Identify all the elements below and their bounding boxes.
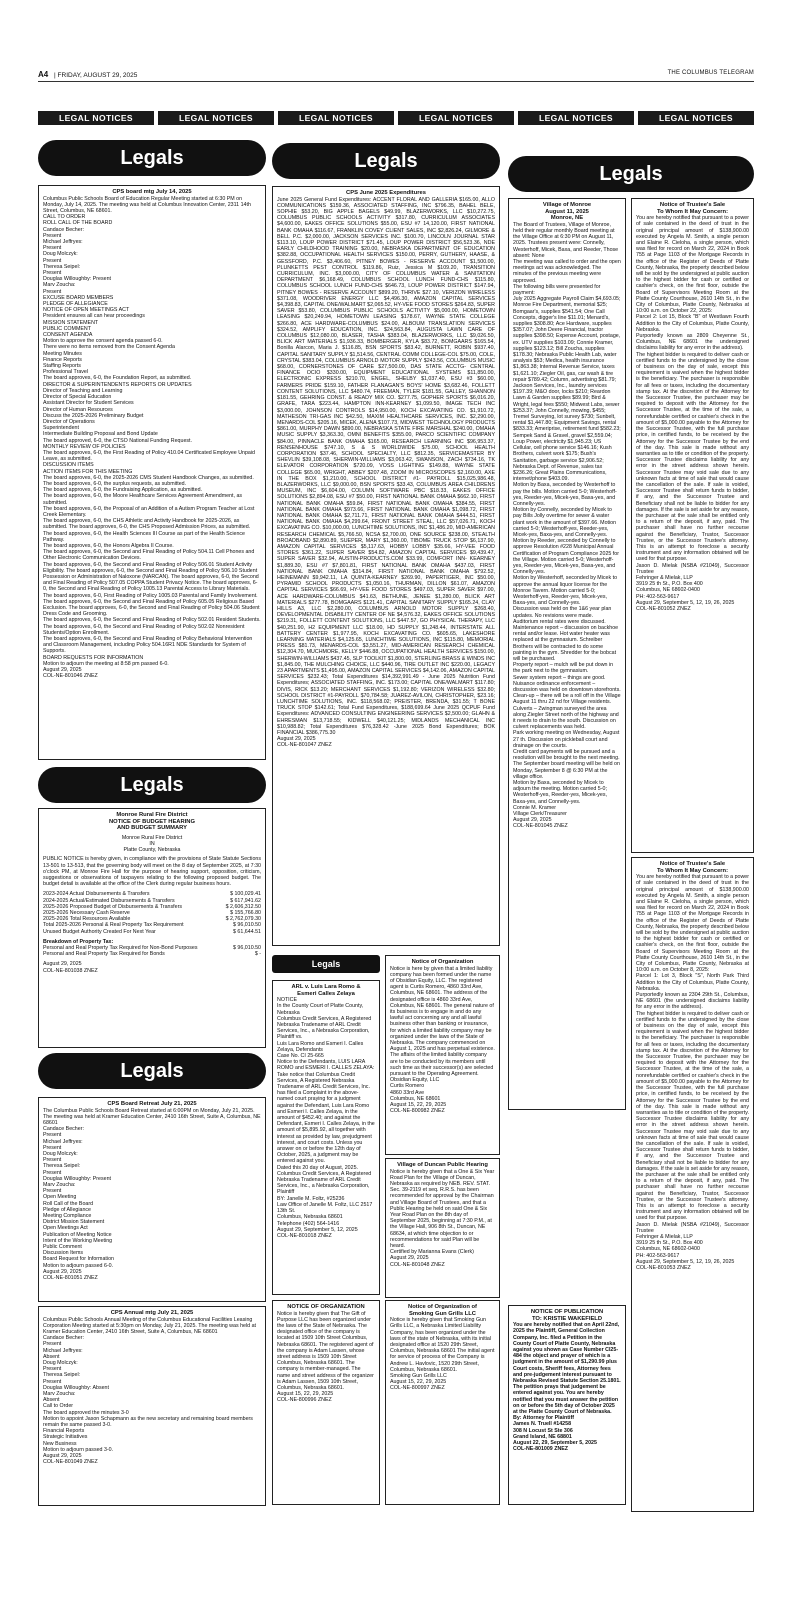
notice-line: Doug Molczyk: [43,251,78,258]
notice-line: The board approves, 6-0, the Second and Final Reading of Policy 504.11 Cell Phones and Other Electronic Communication Devices. [43,549,256,562]
notice-line: Discuss the 2025-2026 Preliminary Budget [43,412,144,419]
notice-line: Assistant Director for Student Services [43,400,134,407]
tab-legal-notices-5[interactable]: LEGAL NOTICES [518,111,634,125]
notice-line: Theresa Seipel: [43,263,81,270]
notice-line: Marv Zoucha: [43,282,76,289]
notice-line: Present [43,245,62,252]
notice-line: August 29, 2025 [43,667,82,674]
issue-date: FRIDAY, AUGUST 29, 2025 [57,72,138,79]
notice-footer: August 29, 2025 COL-NE-801038 ZNEZ [43,961,98,974]
notice-body: PUBLIC NOTICE is hereby given, in compliance with the provisions of State Statute Sections 13-501 to 13-513, that the governing body will meet on the 8 day of September 2025, at 7:30 o'clock PM, at Monroe Fire Hall for the purpose of hearing support, opposition, criticism, suggestions or observations of taxpayers relating to the following proposed budget. The budget detail is available at the office of the Clerk during regular business hours. [43,856,263,888]
notice-subtitle: Monroe Rural Fire District IN Platte County, Nebraska [121,834,183,854]
notice-publication-wakefield [508,1305,626,1505]
notice-line: MISSION STATEMENT [43,319,99,326]
page-header [38,68,754,82]
notice-line: The board approves, 6-0, the Fundraising Application, as submitted. [43,487,202,494]
notice-line: The board approves, 6-0, the CHS Athletic and Activity Handbook for 2025-2026, as submitted. The board approves, 6-0, the CHS Proposed Admission Prices, as submitted. [43,518,251,531]
notice-line: NOTICE OF OPEN MEETINGS ACT [43,307,130,314]
notice-line: The board approves, 6-0, the Proposal of an Addition of a Autism Program Teacher at Lost Creek Elementary. [43,505,256,518]
notice-title: CPS June 2025 Expenditures [346,190,426,196]
notice-line: Michael Jeffryes: [43,239,83,246]
budget-row [43,951,261,957]
notice-body: The Columbus Public Schools Board Retreat started at 6:00PM on Monday, July 21, 2025. The meeting was held at Kramer Education Center, 2410 16th Street, Suite A, Columbus, NE 68601 Candace Becher: Present Michael Jeffryes: Present Doug Molczyk: Present Theresa Seipel: Present Douglas Willoughby: Present Marv Zoucha: Present Open Meeting Roll Call of the Board Pledge of Allegiance Meeting Compliance District Mission Statement Open Meetings Act Publication of Meeting Notice Intent of the Working Meeting Public Comment Discussion Items Board Request for Information Motion to adjourn passed 6-0. August 29, 2025 COL-NE-801051 ZNEZ [43,1107,261,1282]
paper-name: THE COLUMBUS TELEGRAM [667,70,754,76]
notice-body: Columbus Public Schools Annual Meeting of the Columbus Educational Facilities Leasing Corporation Meeting started at 5:30pm on Monday, July 21, 2025. The meeting was held at Kramer Education Center, 2410 16th Street, Suite A, Columbus, NE 68601 Candace Becher: Present Michael Jeffryes: Absent Doug Molczyk: Present Theresa Seipel: Present Douglas Willoughby: Absent Marv Zoucha: Absent Call to Order The board approved the minutes 3-0 Motion to appoint Jason Schapmann as the new secretary and remaining board members remain the same passed 3-0. Financial Reports Strategic Initiatives New Business Motion to adjourn passed 3-0. August 29, 2025 COL-NE-801049 ZNEZ [43,1316,256,1466]
notice-line: Present [43,270,62,277]
budget-label: 2025-2026 Total Resources Available [43,916,131,923]
notice-title: Notice of Organization [411,959,474,965]
notice-title: Village of Duncan Public Hearing [397,1162,488,1168]
notice-line: Present [43,257,62,264]
notice-line: Director of Operations [43,418,95,425]
budget-value: $ 96,010.50 [233,922,261,929]
notice-line: The board approves, 6-0, the Honors Algebra II Course. [43,542,174,549]
budget-label: Total 2025-2026 Personal & Real Property Tax Requirement [43,922,184,929]
budget-label: Personal and Real Property Tax Required for Non-Bond Purposes [43,945,198,952]
notice-village-of-monroe [508,198,626,1110]
notice-cps-retreat [38,1097,266,1302]
legals-banner-col1-low: Legals [38,1053,266,1089]
notice-title: Monroe Rural Fire District NOTICE OF BUDGET HEARING AND BUDGET SUMMARY [109,812,195,832]
budget-value: $ 2,762,079.30 [225,916,261,923]
notice-line: The board approves, 6-0, the First Reading of Policy 410.04 Certificated Employee Unpaid Leave, as submitted. [43,449,257,463]
notice-line: The board approves, 6-0, the Moore Healthcare Services Agreement Amendment, as submitted. [43,493,244,506]
notice-organization-smoking-gun [385,1300,500,1505]
notice-line: Director of Teaching and Learning [43,387,123,394]
notice-line: ROLL CALL OF THE BOARD [43,220,113,227]
notice-body: June 2025 General Fund Expenditures: ACCENT FLORAL AND GALLERIA $165.00, ALLO COMMUNICATIONS $159.36, ASSOCIATED STAFFING, INC $796.35, BAHEL BELE, SOPHIE $53.20, BIG APPLE BAGELS $49.99, BLAZERWORKS, LLC $10,272.75, COLUMBUS PUBLIC SCHOOLS ACTIVITY $317.80, CURRICULUM ASSOCIATES $4,600.00, EAKES OFFICE SOLUTIONS $55.00, ESU #7 14,120.00, FIRST NATIONAL BANK OMAHA $116.67, FRANKLIN COVEY CLIENT SALES, INC $2,826.24, GILMORE & BELL P.C. $2,000.00, JACKSON SERVICES INC. $100.70, LINCOLN JOURNAL STAR $113.10, LOUP POWER DISTRICT $71.45, LOUP POWER DISTRICT $56,523.36, NDE EARLY CHILDHOOD TRAINING $20.00, NEBRASKA DEPARTMENT OF EDUCATION $382.88, OCCUPATIONAL HEALTH SERVICES $150.00, PERRY, GUTHERY, HAASE, & GESSFORD, P.C. $3,406.60, PITNEY BOWES - RESERVE ACCOUNT $1,500.00, PLUNKETTS PEST CONTROL $119.86, Ruiz, Jessica M $109.20, TRANSITION CURRICULUM, INC. $3,000.00, CITY OF COLUMBUS WATER & SANITATION DEPARTMENT $6,168.49, COLUMBUS SCHOOL LUNCH FUND-CHS $115.80, COLUMBUS SCHOOL LUNCH FUND-CHS $646.73, LOUP POWER DISTRICT $147.94, PITNEY BOWES - RESERVE ACCOUNT $899.20, THRIVE $27.10, VERIZON WIRELESS $371.08, WOODRIVER ENERGY LLC $4,496.30, AMAZON CAPITAL SERVICES $4,398.83, CAPITAL ONE/WALMART $2,065.52, HY-VEE FOOD STORES $264.83, SUPER SAVER $53.80, COLUMBUS PUBLIC SCHOOLS ACTIVITY $5,000.00, HOMETOWN LEASING $20,249.94, HOMETOWN LEASING $178.67, WAYNE STATE COLLEGE $266.80, ACE HARDWARE-COLUMBUS $24.00, ALBOUM TRANSLATION SERVICES $324.52, AMPLIFY EDUCATION, INC. $24,563.84, AUGUSTA LAWN CARE OF COLUMBUS $12,080.00, BLASER, TASHA $383.04, BLAZERWORKS, LLC $9,026.50, BLICK ART MATERIALS $1,936.33, BOMBERGER, KYLA $83.72, BOMGAARS $165.54, Bonilla Alarcon, Maria J. $116.85, BSN SPORTS $83.42, BURNETT, ROBIN $937.40, CAPITAL SANITARY SUPPLY $1,514.56, CENTRAL COMM COLLEGE-COL $75.00, COLE, CRYSTAL $383.04, COLUMBUS ARNOLD MOTOR SUPPLY $243.56, COLUMBUS MUSIC $68.00, CORNERSTONES OF CARE $27,500.00, DAS STATE ACCTG- CENTRAL FINANCE OCIO $330.00, EQUIPMENT EDUCATIONAL SYSTEMS $11,850.00, ELECTRONIC EXPRESS $210.70, ENGEL, SHELBY $1,037.40, ESU #3 $60.00, FARMERS PRIDE $159.10, FATHER FLANAGAN'S BOYS' HOME $3,682.46, FOLLETT CONTENT SOLUTIONS, LLC $480.74, FREEMAN, TYLER $181.55, GALLEY, SHANNON $181.55, GEHRING CONST. & READY MIX CO. $277.75, GOPHER SPORTS $6,016.20, GRAFE, TARA $223.44, HAMPTON INN-KEARNEY $1,099.50, IMAGE TECH INC $3,000.00, JOHNSON CONTROLS $14,950.00, KOCH EXCAVATING CO. $1,910.72, MATHESON TRI-GAS INC $42.50, MAXIM HEALTHCARE SERVICES, INC. $2,290.00, MENARDS-COL $205.16, MICEK, ALENA $107.73, MIDWEST TECHNOLOGY PRODUCTS $861.00, MURPHY DAWN $890.00, NEBRASKA STATE FIRE MARSHAL $240.00, OMAHA MUSIC SUPPLY $3,363.30, OMNI BENEFITS $355.00, PARCO SCIENTIFIC COMPANY $84.00, PINNACLE BANK OMAHA $165.00, RESEARCH LEARNING INC $96,953.37, RENSENHOUSE $747.10, S & S WORLDWIDE $75.00, SCHOOL HEALTH CORPORATION $37.46, SCHOOL SPECIALTY, LLC $812.35, SERVICEMASTER BY SHEVLIN $39,108.08, SHERWIN-WILLIAMS $3,063.42, SWANSON, ZACH $734.16, TK ELEVATOR CORPORATION $720.09, VOSS LIGHTING $149.88, WAYNE STATE COLLEGE $65.00, WRIGHT, ABBEY $207.48, ZOOM IN MICROSCOPES $2,160.00, AXE IN THE BOX $1,210.00, SCHOOL DISTRICT #1- PAYROLL $15,025,986.48, BLAZERWORKS, LLC $9,000.00, BSN SPORTS $33.43, COLUMBUS AREA CHILDRENS MUSEUM, INC $6,604.00, COLUMN SOFTWARE PBC $18.33, EAKES OFFICE SOLUTIONS $2,894.08, ESU #7 $50.00, FIRST NATIONAL BANK OMAHA $662.10, FIRST NATIONAL BANK OMAHA $59.84, FIRST NATIONAL BANK OMAHA $384.55, FIRST NATIONAL BANK OMAHA $973.66, FIRST NATIONAL BANK OMAHA $1,098.72, FIRST NATIONAL BANK OMAHA $2,711.71, FIRST NATIONAL BANK OMAHA $444.51, FIRST NATIONAL BANK OMAHA $4,299.64, FRONT STREET STEAL, LLC $57,026.71, KOCH EXCAVATING CO. $10,000.00, LUNCHTIME SOLUTIONS, INC $1,486.20, MID-AMERICAN RESEARCH CHEMICAL $5,766.50, NCSA $2,700.00, ONE SOURCE $238.00, STEALTH BROADBAND $2,890.89, SUEPER, MARY $1,360.00, TIBOME TRUCK STOP $6,137.90, AMAZON CAPITAL SERVICES $5,117.63, HOBBY LOBBY $35.66, HY-VEE FOOD STORES $361.22, SUPER SAVER $54.82, AMAZON CAPITAL SERVICES $9,439.47, SUPER SAVER $32.94, AUSTIN-PRODUCTS.COM $33.99, COMFORT INN- KEARNEY $1,889.30, ESU #7 $7,801.81, FIRST NATIONAL BANK OMAHA $437.03, FIRST NATIONAL BANK OMAHA $314.84, FIRST NATIONAL BANK OMAHA $792.52, HEINEMANN $9,942.11, LA QUINTA-KEARNEY $269.90, PAPERTIGER, INC $50.00, PYRAMID SCHOOL PRODUCTS $1,050.16, THURMAN, DILLON $61.07, AMAZON CAPITAL SERVICES $66.69, HY-VEE FOOD STORES $497.03, SUPER SAVER $97.00, ACE HARDWARE-COLUMBUS $41.63, BETHUNE, JENEE $1,280.00, BLICK ART MATERIALS $277.78, BOMGAARS $121.41, CAPITAL SANITARY SUPPLY $165.24, CLAY HILLS A3, LLC $2,280.00, COLUMBUS ARNOLD MOTOR SUPPLY $268.40, DEVELOPMENTAL DISABILITY CENTER OF NE $4,576.32, EAKES OFFICE SOLUTIONS $219.31, FOLLETT CONTENT SOLUTIONS, LLC $447.57, GO PHYSICAL THERAPY, LLC $40,251.90, H2 EQUIPMENT LLC $18.00, HD SUPPLY $1,248.44, INTERSTATE ALL BATTERY CENTER $1,977.95, KOCH EXCAVATING CO. $605.65, LAKESHORE LEARNING MATERIALS $4,125.65, LUNCHTIME SOLUTIONS, INC $115.80, MEMORIAL PRESS $81.73, MENARDS-COL $3,551.27, MID-AMERICAN RESEARCH CHEMICAL $12,304.70, MUCHMORE, KELLY $446.88, OCCUPATIONAL HEALTH SERVICES $150.00, SHERWIN-WILLIAMS $437.45, SLP TOOLKIT $1,800.00, STERLING BRASS & WINDS INC $1,845.00, THE MULCHING CHOICE, LLC $440.96, TIRE OUTLET INC $220.00, LEGACY 23 APARTMENTS $1,495.00, AMAZON CAPITAL SERVICES $4,142.06, AMAZON CAPITAL SERVICES $232.43; Total Expenditures $14,392,991.49 - June 2025 Nutrition Fund Expenditures; ASSOCIATED STAFFING, INC. $173.00; CAPITAL ONE/WALMART $117.80; DIVIS, RICK $13.20; MERCHANT SERVICES $1,192.80; VERIZON WIRELESS $32.80; SCHOOL DISTRICT #1-PAYROLL $70,784.58; JUAREZ-AVILON, CHRISTOPHER, $23.16; LUNCHTIME SOLUTIONS, INC. $118,568.02; PREISTER, BRENDA, $31.55; T BONE TRUCK STOP $142.61; Total Fund Expenditures, $188,699.64 June 2025 QCPUF Fund Expenditures: ADVANCED CONSULTING ENGINEERING SERVICES $2,500.00; GLAHN & EHRESMAN $13,718.55; KIDWELL $40,121.25; MIDLANDS MECHANICAL INC $10,988.82; Total Expenditures $76,328.42 -June 2025 Bond Expenditures; BOK FINANCIAL $386,775.30 August 29, 2025 COL-NE-801047 ZNEZ [277,196,495,749]
legals-banner-col3-top: Legals [508,156,754,192]
budget-value: $ 155,766.80 [230,910,261,917]
notice-line: Motion to approve the consent agenda passed 6-0. [43,338,163,345]
notice-line: The board approves, 6-0, the 2025-2026 CMS Student Handbook Changes, as submitted. [43,474,254,481]
notice-title: CPS Annual mtg July 21, 2025 [110,1310,194,1316]
notice-line: The board approves, 6-0, the Foundation Report, as submitted. [43,375,192,382]
notice-line: The board approved, 6-0, the CTSO National Funding Request. [43,437,192,444]
budget-label: 2025-2026 Proposed Budget of Disbursements & Transfers [43,903,182,910]
section-tabs [38,111,754,125]
notice-body [43,196,261,680]
notice-body: You are hereby notified that on April 22nd, 2025 the Plaintiff, General Collection Company, Inc. filed a Petition in the County Court of Platte County, Nebraska against you shown as Case Number CI25-484 the object and prayer of which is a judgment in the amount of $1,290.99 plus Court costs, Sheriff fees, Attorney fees and pre-judgement interest pursuant to Nebraska Revised Statute Section 25.1801. The petition prays that judgement be entered against you. You are hereby notified that you must answer the petition on or before the 5th day of October 2025 at the Platte County Court of Nebraska. By: Attorney for Plaintiff James N. Truell #14258 308 N Locust St Ste 306 Grand Island, NE 68801 August 22, 29, September 5, 2025 COL-NE-801009 ZNEZ [513,1322,621,1453]
tab-legal-notices-3[interactable]: LEGAL NOTICES [278,111,394,125]
page-number: A4 [38,70,49,79]
notice-title: CPS Board Retreat July 21, 2025 [107,1101,197,1107]
notice-line: DISCUSSION ITEMS [43,462,94,469]
notice-trustee-sale-1 [631,198,754,853]
notice-line: Staffing Reports [43,363,81,370]
notice-line: Meeting Minutes [43,350,82,357]
budget-label: Unused Budget Authority Created For Next Year [43,928,156,935]
notice-body: NOTICE In the County Court of Platte County, Nebraska Columbus Credit Services, A Registered Nebraska Tradename of ARL Credit Services, Inc., a Nebraska Corporation, Plaintiff vs. Luis Lara Romo and Esmeri I. Calles Zelaya, Defendants Case No. CI 25-665 Notice to the Defendants, LUIS LARA ROMO and ESMERI I. CALLES ZELAYA: Take notice that Columbus Credit Services, A Registered Nebraska Tradename of ARL Credit Services, Inc. has filed a Complaint in the above- named court praying for a judgment against the Defendant, Luis Lara Romo and Esmeri I. Calles Zelaya, in the amount of $452.40; and against the Defendant, Esmeri I. Calles Zelaya, in the amount of $5,895.92, all together with interest as provided by law, prejudgment interest, and court costs. Unless you answer on or before the 12th day of October, 2025, a judgment may be entered against you. Dated this 20 day of August, 2025. Columbus Credit Services, A Registered Nebraska Tradename of ARL Credit Services, Inc., a Nebraska Corporation, Plaintiff BY: Janelle M. Foltz, #25236 Law Office of Janelle M. Foltz, LLC 2517 13th St. Columbus, Nebraska 68601 Telephone (402) 564-1416 August 29, September 5, 12, 2025 COL-NE-801018 ZNEZ [277,997,375,1239]
notice-cps-annual [38,1306,266,1506]
notice-cps-june-expenditures [272,186,500,946]
notice-line: Intermediate Building Proposal and Bond Update [43,431,158,438]
notice-line: Present [43,232,62,239]
notice-body: Notice is here by given that a limited liability company has been formed under the name of Obsidian Equity, LLC. The registered agent is Curtis Romero, 4860 33rd Ave, Columbus, NE 68601. The address of the designated office is 4860 33rd Ave, Columbus, NE 68601. The general nature of its business is to engage in and do any lawful act concerning any and all lawful business other than banking or insurance, for which a limited liability company may be organized under the laws of the State of Nebraska. The company commenced on August 1, 2025 and has perpetual existence. The affairs of the limited liability company are to be conducted by its members until such time as their successor(s) are selected pursuant to the Operating Agreement. Obsidian Equity, LLC Curtis Romero 4860 33rd Ave Columbus, NE 68601 August 15, 22, 29, 2025 COL-NE-800982 ZNEZ [390,965,495,1115]
notice-line: PLEDGE OF ALLEGIANCE [43,301,108,308]
notice-line: The board approves, 6-0, the Second and Final Reading of Policy 502.02 Nonresident Students/Option Enrollment. [43,623,246,636]
notice-trustee-sale-2 [631,857,754,1512]
notice-line: There were no items removed from the Consent Agenda [43,344,175,351]
notice-title: NOTICE OF ORGANIZATION [287,1304,365,1310]
notice-line: DIRECTOR & SUPERINTENDENTS REPORTS OR UPDATES [43,381,192,388]
budget-row [43,929,261,935]
notice-line: Motion to adjourn the meeting at 8:58 pm passed 6-0. [43,660,169,667]
notice-line: The board approves, 6-0, the Health Sciences III Course as part of the Health Science Pathway. [43,530,247,543]
notice-title: NOTICE OF PUBLICATION TO: KRISTIE WAKEFIELD [530,1309,604,1322]
notice-line: Present [43,288,62,295]
notice-line: MONTHLY REVIEW OF POLICIES [43,443,126,450]
notice-line: BOARD REQUESTS FOR INFORMATION [43,654,144,661]
budget-label: 2023-2024 Actual Disbursements & Transfers [43,891,150,898]
notice-line: CALL TO ORDER [43,214,86,221]
notice-line: CONSENT AGENDA [43,332,93,339]
notice-body: Notice is hereby given that a One & Six Year Road Plan for the Village of Duncan, Nebraska as required by NEB. REV. STAT. Sec. 39-2119 et seq. R.R.S. has been recommended for approval by the Chairman and Village Board of Trustees, and that a Public Hearing be held on said One & Six Year Road Plan on the 8th day of September 2025, beginning at 7:30 P.M., at the Village Hall, 906 8th St., Duncan, NE 68634, at which time objection to or recommendations for said Plan will be heard. Certified by Marianna Evans (Clerk) August 29, 2025 COL-NE-801048 ZNEZ [390,1168,495,1268]
legals-banner-col2-top: Legals [272,143,500,179]
budget-value: $ - [254,951,261,958]
header-rule [38,81,754,82]
notice-title: Village of Monroe August 11, 2025 Monroe, NE [542,202,592,222]
notice-title: Notice of Organization of Smoking Gun Grills LLC [408,1304,477,1317]
notice-body: You are hereby notified that pursuant to a power of sale contained in the deed of trust in the original principal amount of $138,900.00 executed by Angela M. Smith, a single person and Elaine R. Cieloha, a single person, which was filed for record on March 22, 2024 in Book 755 at Page 1103 of the Mortgage Records in the office of the Register of Deeds of Platte County, Nebraska, the property described below will be sold by the undersigned at public auction to the highest bidder for cash or certified or cashier's check, on the first floor, outside the Board of Supervisors Meeting Room at the Platte County Courthouse, 2610 14th St., in the City of Columbus, Platte County, Nebraska at 10:00 a.m. on October 8, 2025: Parcel 1: Lot 3, Block "S", North Park Third Addition to the City of Columbus, Platte County, Nebraska. Purportedly known as 2304 29th St., Columbus, NE 68601 (the undersigned disclaims liability for any error in the address). The highest bidder is required to deliver cash or certified funds to the undersigned by the close of business on the day of sale, except this requirement is waived when the highest bidder is the beneficiary. The purchaser is responsible for all fees or taxes, including the documentary stamp tax. At the discretion of the Attorney for the Successor Trustee, the purchaser may be required to deposit with the Attorney for the Successor Trustee, at the time of the sale, a nonrefundable certified or cashier's check in the amount of $5,000.00 payable to the Attorney for the Successor Trustee, with the full purchase price, in certified funds, to be received by the Attorney for the Successor Trustee by the end of the day. This sale is made without any warranties as to title or condition of the property. Successor Trustee disclaims liability for any error in the street address shown herein. Successor Trustee may void sale due to any unknown facts at time of sale that would cause the cancellation of the sale. If sale is voided, Successor Trustee shall return funds to bidder, if any, and the Successor Trustee and Beneficiary shall not be liable to bidder for any damages. If the sale is set aside for any reason, the purchaser at the sale shall be entitled only to a return of the deposit, if any, paid. The purchaser shall have no further recourse against the Beneficiary, Trustor, Successor Trustee, or the Successor Trustee's attorney. This is an attempt to foreclose a security instrument and any information obtained will be used for that purpose. Jason D. Mielak (NSBA #21049), Successor Trustee Fehringer & Mielak, LLP 3919 25 th St., P.O. Box 400 Columbus, NE 68602-0400 PH: 402-563-9617 August 29, September 5, 12, 19, 26, 2025 COL-NE-801053 ZNEZ [636,874,749,1271]
budget-label: Personal and Real Property Tax Required for Bonds [43,951,165,958]
notice-body: Notice is hereby given that The Gift of Purpose LLC has been organized under the laws of the State of Nebraska. The designated office of the company is located at 1509 10th Street Columbus, Nebraska 68601. The registered agent of the company is Adam Lassen, whose street address is 1509 10th Street Columbus, Nebraska 68601. The company is member-managed. The name and street address of the organizer is Adam Lassen, 1509 10th Street, Columbus, Nebraska 68601. August 15, 22, 29, 2025 COL-NE-800996 ZNEZ [277,1310,374,1404]
notice-body: You are hereby notified that pursuant to a power of sale contained in the deed of trust in the original principal amount of $138,900.00 executed by Angela M. Smith, a single person and Elaine R. Cieloha, a single person, which was filed for record on March 22, 2024 in Book 755 at Page 1103 of the Mortgage Records in the office of the Register of Deeds of Platte County, Nebraska, the property described below will be sold by the undersigned at public auction to the highest bidder for cash or certified or cashier's check, on the first floor, outside the Board of Supervisors Meeting Room at the Platte County Courthouse, 2610 14th St., in the City of Columbus, Platte County, Nebraska at 10:00 a.m. on October 22, 2025: Parcel 2: Lot 15, Block "B" of Westlawn Fourth Addition to the City of Columbus, Platte County, Nebraska. Purportedly known as 2809 Cheyenne St., Columbus, NE 68601 the undersigned disclaims liability for any error in the address). The highest bidder is required to deliver cash or certified funds to the undersigned by the close of business on the day of sale, except this requirement is waived when the highest bidder is the beneficiary. The purchaser is responsible for all fees or taxes, including the documentary stamp tax. At the discretion of the Attorney for the Successor Trustee, the purchaser may be required to deposit with the Attorney for the Successor Trustee, at the time of the sale, a nonrefundable certified or cashier's check in the amount of $5,000.00 payable to the Attorney for the Successor Trustee, with the full purchase price, in certified funds, to be received by the Attorney for the Successor Trustee by the end of the day. This sale is made without any warranties as to title or condition of the property. Successor Trustee disclaims liability for any error in the street address shown herein. Successor Trustee may void sale due to any unknown facts at time of sale that would cause the cancellation of the sale. If sale is voided, Successor Trustee shall return funds to bidder, if any, and the Successor Trustee and Beneficiary shall not be liable to bidder for any damages. If the sale is set aside for any reason, the purchaser at the sale shall be entitled only to a return of the deposit, if any, paid. The purchaser shall have no further recourse against the Beneficiary, Trustor, Successor Trustee, or the Successor Trustee's attorney. This is an attempt to foreclose a security instrument and any information obtained will be used for that purpose. Jason D. Mielak (NSBA #21049), Successor Trustee Fehringer & Mielak, LLP 3919 25 th St., P.O. Box 400 Columbus, NE 68602-0400 PH: 402-563-9617 August 29, September 5, 12, 19, 26, 2025 COL-NE-801052 ZNEZ [636,215,749,612]
notice-line: Douglas Willoughby: Present [43,276,112,283]
notice-line: The board approves, 6-0, the Second and Final Reading of Policy Behavioral Intervention and Classroom Management, including Policy 504.16R1 NDE Standards for System of Supports. [43,636,254,655]
notice-line: ACTION ITEMS FOR THIS MEETING [43,468,133,475]
notice-line: Director of Special Education [43,394,112,401]
notice-line: Candace Becher: [43,226,84,233]
budget-label: 2025-2026 Necessary Cash Reserve [43,910,130,917]
notice-organization-gift-of-purpose [272,1300,380,1505]
notice-arl-v-lara-romo [272,980,380,1295]
legals-banner-col2-small: Legals [272,955,380,973]
notice-line: Finance Reports [43,356,82,363]
page-dateline: A4 | FRIDAY, AUGUST 29, 2025 [38,70,138,79]
notice-title: CPS board mtg July 14, 2025 [112,189,192,195]
breakdown-table [43,945,261,957]
notice-line: Columbus Public Schools Board of Education Regular Meeting started at 6:30 PM on Monday, July 14, 2025. The meeting was held at Columbus Innovation Center, 2311 14th Street, Columbus, NE 68601. [43,195,253,214]
notice-line: EXCUSE BOARD MEMBERS [43,294,114,301]
budget-value: $ 2,606,312.50 [225,903,261,910]
notice-monroe-fire [38,808,266,1048]
legals-banner-col1-mid: Legals [38,767,266,803]
notice-body: Notice is hereby given that Smoking Gun Grills LLC, a Nebraska Limited Liability Company, has been organized under the laws of the state of Nebraska, with its initial designated office at 1520 29th Street, Columbus, Nebraska 68601 The initial agent for service of process of the Company is Andrew L. Havlovic, 1520 29th Street, Columbus, Nebraska 68601. Smoking Gun Grills LLC August 15, 22, 29, 2025 COL-NE-800997 ZNEZ [390,1317,495,1392]
legals-banner-col1-top: Legals [38,140,266,176]
notice-duncan-hearing [385,1158,500,1298]
notice-title: Notice of Trustee's Sale To Whom It May Concern: [656,861,729,874]
tab-legal-notices-1[interactable]: LEGAL NOTICES [38,111,154,125]
tab-legal-notices-6[interactable]: LEGAL NOTICES [638,111,754,125]
budget-value: $ 61,644.51 [233,928,261,935]
notice-line: The board approves, 6-0, the Second and Final Reading of Policy 506.01 Student Activity Eligibility. The board approves, 6-0, the Second and Final Reading of Policy 506.10 Student Possession or Administration of Naloxone (NARCAN). The board approves, 6-0, the Second and Final Reading of Policy 507.05 COPPA Student Privacy Notice. The board approves, 6-0, the Second and Final Reading of Policy 1005.13 Parental Access to Library Materials. [43,561,261,593]
breakdown-title: Breakdown of Property Tax: [43,938,114,945]
notice-body: The Board of Trustees, Village of Monroe, held their regular monthly Board meeting at the Village Office at 6:30 PM on August 11, 2025. Trustees present were: Connelly, Westerhoff, Micek, Baxa, and Reeder, Those absent: None The meeting was called to order and the open meetings act was acknowledged. The minutes of the previous meeting were approved. The following bills were presented for payment: July 2025 Aggregate Payroll Claim $4,693.05; Monroe Fire Department, memorial $25; Bomgaar's, supplies $541.54; One Call Concepts, digger's line $11.01; Menard's, supplies $308.80; Ace Hardware, supplies $357.07; John Deere Financial, tractor supplies $398.50; Expense Account, postage, ex. UTV supplies $103.09; Connie Kramer, supplies $123.12; Bill Zoucha, supplies $178.30; Nebraska Public Health Lab, water analysis $53; Medica, health insurance $1,863.38; Internal Revenue Service, taxes $1,621.10; Ziegler Oil, gas, car wash & tire repair $789.42; Column, advertising $81.79; Jackson Services, Inc., laundry services $197.39; M&O door, locks $210; Reardon Lawn & Garden supplies $89.99; Bird & Wright, legal fees $550; Midwest Labs, sewer $253.37; John Connelly, mowing, $455; Tremel Surveying, lot survey $730; Sunbelt, rental $1,447.80; Equipment Savings, rental $833.33; Ameriprise, retirement fund $582.23; Sempek Sand & Gravel, gravel $2,559.04; Loup Power, electricity $1,945.23; US Cellular, cell phone service $146.16; Kush Brothers, culvert work $175; Bush's Sanitation, garbage service $2,906.52; Nebraska Dept. of Revenue, sales tax $236.26; Great Plains Communications, internet/phone $403.09. Motion by Baxa, seconded by Westerhoff to pay the bills. Motion carried 5-0; Westerhoff-yes, Reeder-yes, Micek-yes, Baxa-yes, and Connelly-yes. Motion by Connelly, seconded by Micek to pay Bills Jolly overtime for sewer & water plant work in the amount of $397.66. Motion carried 5-0; Westerhoff-yes, Reeder-yes, Micek-yes, Baxa-yes, and Connelly-yes. Motion by Reeder, seconded by Connelly to approve Resolution #228 Municipal Annual Certification of Program Compliance 2025 for the Village. Motion carried 5-0; Westerhoff-yes, Reeder-yes, Micek-yes, Baxa-yes, and Connelly-yes. Motion by Westerhoff, seconded by Micek to approve the annual liquor license for the Monroe Tavern. Motion carried 5-0; Westerhoff-yes, Reeder-yes, Micek-yes, Baxa-yes, and Connelly-yes. Discussion was held on the 1&6 year plan updates. No revisions were made. Auditorium rental rates were discussed. Maintenance report – discussion on backhoe rental and/or lease. Hot water heater was replaced at the gymnasium. Schreiber Brothers will be contracted to do some painting in the gym. Shredder for the bobcat will be purchased. Property report – mulch will be put down in the park next to the gymnasium. Sewer system report – things are good. Nuisance ordinance enforcement – discussion was held on downtown storefronts. Clean-up – there will be a roll off in the Village August 11 thru 22 nd for Village residents. Culverts – Zwingman surveyed the area along Ziegler Street north of the highway and it needs to drain to the south. Discussion on culvert replacements was held. Park working meeting on Wednesday, August 27 th. Discussion on pickleball court and drainage on the courts. Credit card payments will be pursued and a resolution will be brought to the next meeting. The September board meeting will be held on Monday, September 8 @ 6:30 PM at the village office. Motion by Baxa, seconded by Micek to adjourn the meeting. Motion carried 5-0; Westerhoff-yes, Reeder-yes, Micek-yes, Baxa-yes, and Connelly-yes. Connie M. Kramer Village Clerk/Treasurer August 29, 2025 COL-NE-801045 ZNEZ [513,221,621,830]
notice-line: Professional Travel [43,369,89,376]
tab-legal-notices-2[interactable]: LEGAL NOTICES [158,111,274,125]
notice-organization-obsidian [385,955,500,1155]
notice-line: PUBLIC COMMENT [43,325,91,332]
notice-title: Notice of Trustee's Sale To Whom It May Concern: [656,202,729,215]
budget-table [43,891,261,934]
notice-cps-july14 [38,185,266,760]
budget-label: 2024-2025 Actual/Estimated Disbursements & Transfers [43,897,175,904]
notice-line: The board approves, 6-0, the surplus requests, as submitted. [43,480,187,487]
notice-line: The board approves, 6-0, First Reading of Policy 1005.03 Parental and Family Involvement. The board approves, 6-0, the Second and Final Reading of Policy 605.05 Religious Based Exclusion. The board approves, 6-0, the Second and Final Reading of Policy 504.06 Student Dress Code and Grooming. [43,592,262,618]
notice-line: Director of Human Resources [43,406,113,413]
notice-line: The board approves, 6-0, the Second and Final Reading of Policy 502.01 Resident Students. [43,617,261,624]
notice-title: ARL v. Luis Lara Romo & Esmeri Calles Zelaya [291,984,361,997]
budget-value: $ 96,010.50 [233,945,261,952]
tab-legal-notices-4[interactable]: LEGAL NOTICES [398,111,514,125]
budget-value: $ 617,941.62 [230,897,261,904]
notice-line: President ensures all can hear proceedings [43,313,145,320]
budget-value: $ 100,029.41 [230,891,261,898]
notice-line: Superintendent [43,425,79,432]
notice-line: COL-NE-801046 ZNEZ [43,673,98,680]
